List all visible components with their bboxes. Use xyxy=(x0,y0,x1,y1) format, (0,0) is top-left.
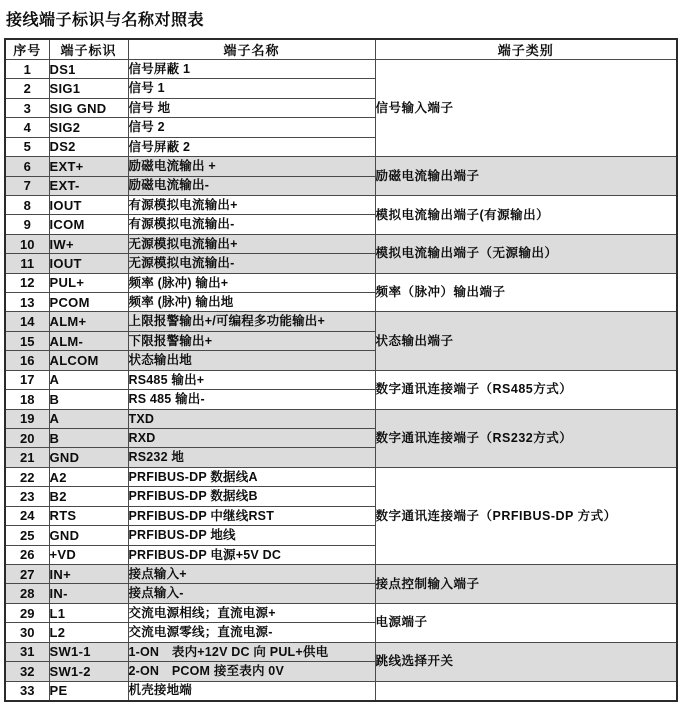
terminal-id-cell: IOUT xyxy=(49,195,128,214)
table-row xyxy=(5,681,677,701)
terminal-category-cell xyxy=(375,681,677,701)
terminal-name-cell: PRFIBUS-DP 数据线B xyxy=(128,487,375,506)
terminal-category-cell: 电源端子 xyxy=(375,603,677,642)
terminal-name-cell: 励磁电流输出- xyxy=(128,176,375,195)
terminal-category-cell: 模拟电流输出端子（无源输出） xyxy=(375,234,677,273)
terminal-category-cell: 数字通讯连接端子（RS232方式） xyxy=(375,409,677,467)
terminal-name-cell: 信号屏蔽 2 xyxy=(128,137,375,156)
table-row xyxy=(5,642,677,661)
terminal-name-cell: 信号 1 xyxy=(128,79,375,98)
terminal-id-cell: B xyxy=(49,390,128,409)
row-number-cell: 26 xyxy=(5,545,49,564)
row-number-cell: 6 xyxy=(5,157,49,176)
terminal-id-cell: GND xyxy=(49,448,128,467)
terminal-category-cell: 信号输入端子 xyxy=(375,60,677,157)
terminal-id-cell: EXT- xyxy=(49,176,128,195)
terminal-id-cell: A xyxy=(49,370,128,389)
terminal-name-cell: 2-ON PCOM 接至表内 0V xyxy=(128,662,375,681)
terminal-name-cell: 交流电源零线；直流电源- xyxy=(128,623,375,642)
terminal-name-cell: RS232 地 xyxy=(128,448,375,467)
terminal-name-cell: 励磁电流输出 + xyxy=(128,157,375,176)
terminal-id-cell: B xyxy=(49,429,128,448)
terminal-name-cell: 上限报警输出+/可编程多功能输出+ xyxy=(128,312,375,331)
header-terminal-id: 端子标识 xyxy=(49,39,128,60)
terminal-id-cell: RTS xyxy=(49,506,128,525)
row-number-cell: 22 xyxy=(5,467,49,486)
row-number-cell: 16 xyxy=(5,351,49,370)
row-number-cell: 4 xyxy=(5,118,49,137)
row-number-cell: 7 xyxy=(5,176,49,195)
row-number-cell: 5 xyxy=(5,137,49,156)
terminal-id-cell: ALM- xyxy=(49,331,128,350)
row-number-cell: 28 xyxy=(5,584,49,603)
terminal-id-cell: IN- xyxy=(49,584,128,603)
terminal-name-cell: 频率 (脉冲) 输出+ xyxy=(128,273,375,292)
terminal-name-cell: PRFIBUS-DP 地线 xyxy=(128,526,375,545)
terminal-name-cell: PRFIBUS-DP 数据线A xyxy=(128,467,375,486)
terminal-name-cell: 接点输入+ xyxy=(128,564,375,583)
row-number-cell: 20 xyxy=(5,429,49,448)
terminal-category-cell: 频率（脉冲）输出端子 xyxy=(375,273,677,312)
terminal-name-cell: RS 485 输出- xyxy=(128,390,375,409)
terminal-name-cell: 信号屏蔽 1 xyxy=(128,60,375,79)
terminal-id-cell: A2 xyxy=(49,467,128,486)
row-number-cell: 21 xyxy=(5,448,49,467)
table-row xyxy=(5,273,677,292)
row-number-cell: 31 xyxy=(5,642,49,661)
terminal-id-cell: ICOM xyxy=(49,215,128,234)
terminal-id-cell: SIG2 xyxy=(49,118,128,137)
terminal-name-cell: 无源模拟电流输出+ xyxy=(128,234,375,253)
row-number-cell: 1 xyxy=(5,60,49,79)
terminal-name-cell: PRFIBUS-DP 电源+5V DC xyxy=(128,545,375,564)
terminal-name-cell: 交流电源相线；直流电源+ xyxy=(128,603,375,622)
row-number-cell: 13 xyxy=(5,293,49,312)
terminal-name-cell: 有源模拟电流输出- xyxy=(128,215,375,234)
terminal-id-cell: PUL+ xyxy=(49,273,128,292)
table-row xyxy=(5,157,677,176)
terminal-name-cell: 频率 (脉冲) 输出地 xyxy=(128,293,375,312)
terminal-name-cell: 机壳接地端 xyxy=(128,681,375,701)
table-row xyxy=(5,195,677,214)
terminal-id-cell: EXT+ xyxy=(49,157,128,176)
terminal-id-cell: ALCOM xyxy=(49,351,128,370)
terminal-id-cell: IW+ xyxy=(49,234,128,253)
terminal-name-cell: RXD xyxy=(128,429,375,448)
row-number-cell: 23 xyxy=(5,487,49,506)
table-row xyxy=(5,234,677,253)
row-number-cell: 12 xyxy=(5,273,49,292)
terminal-name-cell: 1-ON 表内+12V DC 向 PUL+供电 xyxy=(128,642,375,661)
terminal-name-cell: 下限报警输出+ xyxy=(128,331,375,350)
row-number-cell: 8 xyxy=(5,195,49,214)
terminal-id-cell: PCOM xyxy=(49,293,128,312)
row-number-cell: 24 xyxy=(5,506,49,525)
table-row xyxy=(5,370,677,389)
terminal-table-body xyxy=(5,60,677,701)
terminal-name-cell: 无源模拟电流输出- xyxy=(128,254,375,273)
terminal-name-cell: 信号 2 xyxy=(128,118,375,137)
terminal-name-cell: TXD xyxy=(128,409,375,428)
terminal-name-cell: 状态输出地 xyxy=(128,351,375,370)
terminal-id-cell: IOUT xyxy=(49,254,128,273)
row-number-cell: 32 xyxy=(5,662,49,681)
terminal-category-cell: 数字通讯连接端子（PRFIBUS-DP 方式） xyxy=(375,467,677,564)
table-row xyxy=(5,312,677,331)
terminal-category-cell: 数字通讯连接端子（RS485方式） xyxy=(375,370,677,409)
row-number-cell: 33 xyxy=(5,681,49,701)
row-number-cell: 9 xyxy=(5,215,49,234)
terminal-category-cell: 励磁电流输出端子 xyxy=(375,157,677,196)
header-terminal-category: 端子类别 xyxy=(375,39,677,60)
page-title: 接线端子标识与名称对照表 xyxy=(6,12,205,29)
terminal-category-cell: 模拟电流输出端子(有源输出） xyxy=(375,195,677,234)
row-number-cell: 27 xyxy=(5,564,49,583)
row-number-cell: 29 xyxy=(5,603,49,622)
row-number-cell: 19 xyxy=(5,409,49,428)
terminal-category-cell: 跳线选择开关 xyxy=(375,642,677,681)
terminal-id-cell: L2 xyxy=(49,623,128,642)
terminal-id-cell: PE xyxy=(49,681,128,701)
terminal-name-cell: 信号 地 xyxy=(128,98,375,117)
row-number-cell: 17 xyxy=(5,370,49,389)
terminal-id-cell: ALM+ xyxy=(49,312,128,331)
terminal-id-cell: DS1 xyxy=(49,60,128,79)
row-number-cell: 11 xyxy=(5,254,49,273)
table-row xyxy=(5,60,677,79)
terminal-id-cell: SW1-1 xyxy=(49,642,128,661)
terminal-id-cell: DS2 xyxy=(49,137,128,156)
terminal-name-cell: 有源模拟电流输出+ xyxy=(128,195,375,214)
table-row xyxy=(5,564,677,583)
terminal-id-cell: A xyxy=(49,409,128,428)
row-number-cell: 18 xyxy=(5,390,49,409)
row-number-cell: 2 xyxy=(5,79,49,98)
terminal-id-cell: GND xyxy=(49,526,128,545)
terminal-mapping-table xyxy=(4,38,678,702)
terminal-id-cell: SIG GND xyxy=(49,98,128,117)
header-serial-number: 序号 xyxy=(5,39,49,60)
table-row xyxy=(5,467,677,486)
terminal-id-cell: B2 xyxy=(49,487,128,506)
row-number-cell: 14 xyxy=(5,312,49,331)
row-number-cell: 15 xyxy=(5,331,49,350)
terminal-id-cell: +VD xyxy=(49,545,128,564)
terminal-name-cell: 接点输入- xyxy=(128,584,375,603)
row-number-cell: 3 xyxy=(5,98,49,117)
header-terminal-name: 端子名称 xyxy=(128,39,375,60)
terminal-category-cell: 接点控制输入端子 xyxy=(375,564,677,603)
row-number-cell: 30 xyxy=(5,623,49,642)
terminal-name-cell: PRFIBUS-DP 中继线RST xyxy=(128,506,375,525)
terminal-category-cell: 状态输出端子 xyxy=(375,312,677,370)
table-row xyxy=(5,409,677,428)
row-number-cell: 10 xyxy=(5,234,49,253)
terminal-id-cell: SW1-2 xyxy=(49,662,128,681)
table-row xyxy=(5,603,677,622)
row-number-cell: 25 xyxy=(5,526,49,545)
terminal-id-cell: SIG1 xyxy=(49,79,128,98)
table-header-row xyxy=(5,39,677,60)
terminal-id-cell: IN+ xyxy=(49,564,128,583)
terminal-name-cell: RS485 输出+ xyxy=(128,370,375,389)
terminal-id-cell: L1 xyxy=(49,603,128,622)
